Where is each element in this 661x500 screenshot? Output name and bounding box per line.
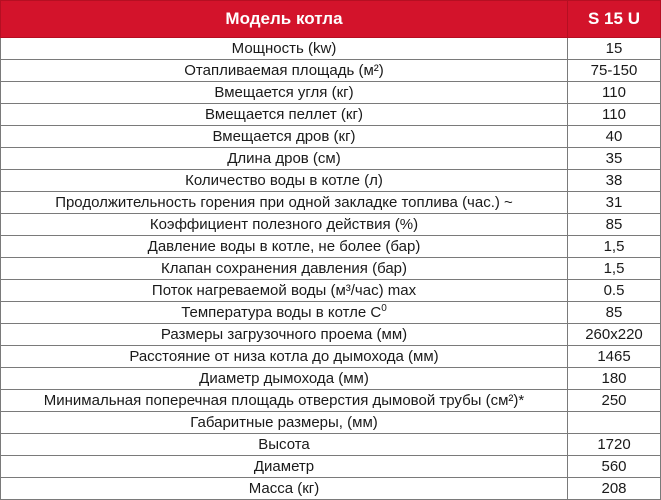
row-label: Коэффициент полезного действия (%)	[1, 214, 568, 236]
row-value: 15	[568, 38, 661, 60]
row-label: Минимальная поперечная площадь отверстия дымовой трубы (см²)*	[1, 390, 568, 412]
row-value: 1,5	[568, 258, 661, 280]
table-row	[1, 60, 661, 82]
table-row	[1, 346, 661, 368]
row-value: 85	[568, 302, 661, 324]
row-value: 1720	[568, 434, 661, 456]
row-value: 0.5	[568, 280, 661, 302]
table-row	[1, 38, 661, 60]
row-value: 85	[568, 214, 661, 236]
row-label: Количество воды в котле (л)	[1, 170, 568, 192]
model-label-header: Модель котла	[1, 1, 568, 38]
table-row	[1, 214, 661, 236]
row-value: 38	[568, 170, 661, 192]
row-value: 250	[568, 390, 661, 412]
table-row	[1, 434, 661, 456]
table-header-row	[1, 1, 661, 38]
row-value: 40	[568, 126, 661, 148]
row-value: 31	[568, 192, 661, 214]
row-label: Масса (кг)	[1, 478, 568, 500]
row-value	[568, 412, 661, 434]
table-row	[1, 478, 661, 500]
row-value: 110	[568, 82, 661, 104]
row-label: Вмещается дров (кг)	[1, 126, 568, 148]
row-value: 208	[568, 478, 661, 500]
table-row	[1, 82, 661, 104]
row-label: Размеры загрузочного проема (мм)	[1, 324, 568, 346]
table-row	[1, 302, 661, 324]
table-row	[1, 456, 661, 478]
row-label: Клапан сохранения давления (бар)	[1, 258, 568, 280]
table-row	[1, 368, 661, 390]
table-row	[1, 280, 661, 302]
row-label-text: Температура воды в котле C	[181, 303, 382, 321]
model-value-header: S 15 U	[568, 1, 661, 38]
degree-superscript: 0	[381, 302, 387, 314]
row-label: Высота	[1, 434, 568, 456]
row-label: Длина дров (см)	[1, 148, 568, 170]
row-value: 560	[568, 456, 661, 478]
row-label: Габаритные размеры, (мм)	[1, 412, 568, 434]
row-label: Отапливаемая площадь (м²)	[1, 60, 568, 82]
table-row	[1, 412, 661, 434]
table-row	[1, 258, 661, 280]
row-label: Поток нагреваемой воды (м³/час) max	[1, 280, 568, 302]
row-value: 75-150	[568, 60, 661, 82]
row-value: 180	[568, 368, 661, 390]
row-value: 35	[568, 148, 661, 170]
table-row	[1, 390, 661, 412]
row-label: Расстояние от низа котла до дымохода (мм)	[1, 346, 568, 368]
table-row	[1, 126, 661, 148]
table-row	[1, 324, 661, 346]
row-label: Мощность (kw)	[1, 38, 568, 60]
table-row	[1, 236, 661, 258]
table-row	[1, 148, 661, 170]
row-label	[1, 302, 568, 324]
table-row	[1, 192, 661, 214]
row-label: Вмещается угля (кг)	[1, 82, 568, 104]
row-label: Вмещается пеллет (кг)	[1, 104, 568, 126]
row-label: Давление воды в котле, не более (бар)	[1, 236, 568, 258]
row-value: 110	[568, 104, 661, 126]
row-value: 1,5	[568, 236, 661, 258]
row-label: Диаметр	[1, 456, 568, 478]
row-value: 1465	[568, 346, 661, 368]
table-row	[1, 170, 661, 192]
row-value: 260x220	[568, 324, 661, 346]
row-label: Диаметр дымохода (мм)	[1, 368, 568, 390]
row-label: Продолжительность горения при одной закладке топлива (час.) ~	[1, 192, 568, 214]
table-row	[1, 104, 661, 126]
